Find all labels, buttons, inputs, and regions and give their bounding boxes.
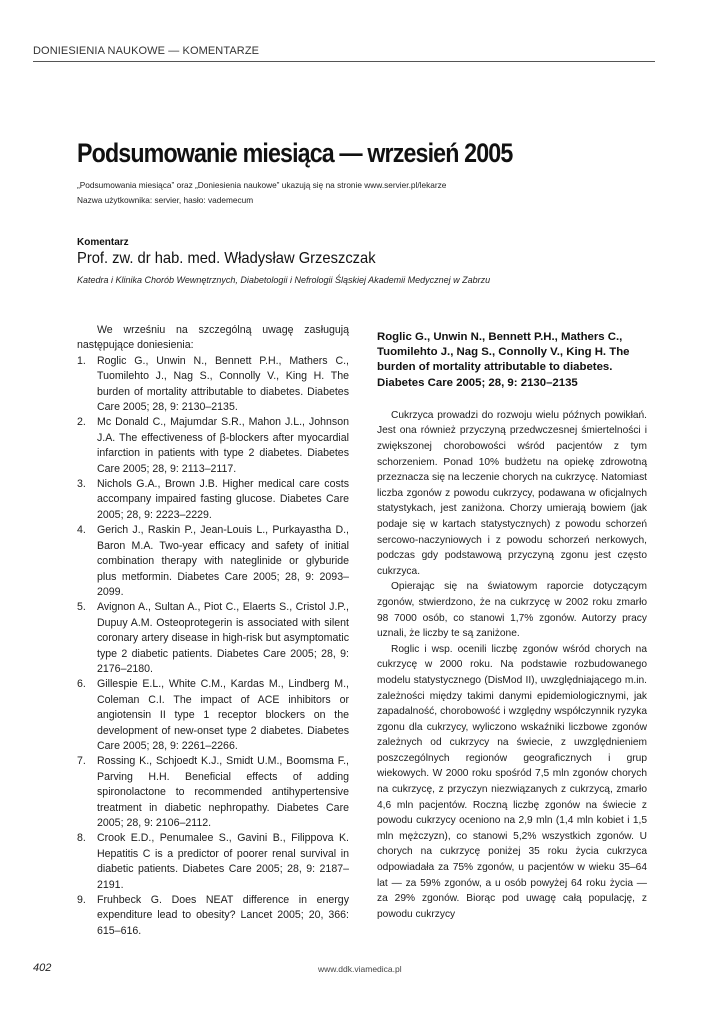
left-column	[77, 323, 349, 939]
login-note: Nazwa użytkownika: servier, hasło: vademecum	[77, 195, 254, 205]
running-head: DONIESIENIA NAUKOWE — KOMENTARZE	[33, 45, 260, 57]
reference-number: 7.	[77, 755, 86, 768]
page-title: Podsumowanie miesiąca — wrzesień 2005	[77, 138, 513, 168]
reference-heading: Roglic G., Unwin N., Bennett P.H., Mathers C., Tuomilehto J., Nag S., Connolly V., King H. The burden of mortality attributable to diabetes. Diabetes Care 2005; 28, 9: 2130–2135	[377, 331, 630, 389]
reference-item	[77, 754, 349, 831]
reference-text: Fruhbeck G. Does NEAT difference in energy expenditure lead to obesity? Lancet 2005; 20, 366: 615–616.	[97, 894, 349, 937]
comment-label: Komentarz	[77, 237, 129, 248]
reference-number: 2.	[77, 416, 86, 429]
reference-item	[77, 477, 349, 523]
reference-text: Gerich J., Raskin P., Jean-Louis L., Purkayastha D., Baron M.A. Two-year efficacy and safety of initial combination therapy with nateglinide or glyburide plus metformin. Diabetes Care 2005; 28, 9: 2093–2099.	[97, 524, 349, 598]
author-affiliation: Katedra i Klinika Chorób Wewnętrznych, Diabetologii i Nefrologii Śląskiej Akademii Medycznej w Zabrzu	[77, 275, 491, 285]
reference-number: 9.	[77, 894, 86, 907]
footer-url: www.ddk.viamedica.pl	[318, 964, 402, 974]
reference-item	[77, 600, 349, 677]
reference-item	[77, 831, 349, 893]
reference-text: Nichols G.A., Brown J.B. Higher medical care costs accompany impaired fasting glucose. Diabetes Care 2005; 28, 9: 2223–2229.	[97, 478, 349, 521]
reference-number: 5.	[77, 601, 86, 614]
reference-text: Mc Donald C., Majumdar S.R., Mahon J.L., Johnson J.A. The effectiveness of β-blockers after myocardial infarction in patients with type 2 diabetes. Diabetes Care 2005; 28, 9: 2113–2117.	[97, 416, 349, 475]
reference-number: 3.	[77, 478, 86, 491]
intro-paragraph: We wrześniu na szczególną uwagę zasługują następujące doniesienia:	[77, 324, 349, 352]
reference-item	[77, 354, 349, 416]
reference-number: 4.	[77, 524, 86, 537]
reference-item	[77, 893, 349, 939]
reference-text: Gillespie E.L., White C.M., Kardas M., Lindberg M., Coleman C.I. The impact of ACE inhibitors or angiotensin II type 1 receptor blockers on the development of new-onset type 2 diabetes. Diabetes Care 2005; 28, 9: 2261–2266.	[97, 678, 349, 752]
reference-number: 6.	[77, 678, 86, 691]
website-note: „Podsumowania miesiąca” oraz „Doniesienia naukowe” ukazują się na stronie www.servier.pl/lekarze	[77, 180, 447, 190]
reference-text: Crook E.D., Penumalee S., Gavini B., Filippova K. Hepatitis C is a predictor of poorer renal survival in diabetic patients. Diabetes Care 2005; 28, 9: 2187–2191.	[97, 832, 349, 891]
reference-text: Rossing K., Schjoedt K.J., Smidt U.M., Boomsma F., Parving H.H. Beneficial effects of adding spironolactone to recommended antihypertensive treatment in diabetic nephropathy. Diabetes Care 2005; 28, 9: 2106–2112.	[97, 755, 349, 829]
body-paragraph: Cukrzyca prowadzi do rozwoju wielu późnych powikłań. Jest ona również przyczyną przedwczesnej śmiertelności i zwiększonej chorobowości wśród pacjentów z tym schorzeniem. Ponad 10% budżetu na opiekę zdrowotną przeznacza się na leczenie chorych na cukrzycę. Natomiast liczba zgonów z powodu cukrzycy, podawana w oficjalnych statystykach, jest zaniżona. Chorzy umierają bowiem (jak podaje się w kartach statystycznych) z powodu schorzeń sercowo-naczyniowych i z powodu schorzeń nerkowych, podczas gdy podstawową przyczyną zgonu jest często cukrzyca.	[377, 409, 647, 577]
comment-author: Prof. zw. dr hab. med. Władysław Grzeszczak	[77, 250, 376, 267]
page-number: 402	[33, 962, 52, 974]
reference-item	[77, 677, 349, 754]
reference-number: 8.	[77, 832, 86, 845]
right-column	[377, 330, 647, 922]
body-paragraph: Roglic i wsp. ocenili liczbę zgonów wśród chorych na cukrzycę w 2000 roku. Na podstawie rozbudowanego modelu statystycznego (DisMod II), uwzględniającego m.in. zależności między takimi danymi epidemiologicznymi, jak zapadalność, chorobowość i względny współczynnik ryzyka zgonu dla cukrzycy, wyliczono wskaźniki liczbowe zgonów zależnych od cukrzycy na świecie, z uwzględnieniem poszczególnych regionów geograficznych i grup wiekowych. W 2000 roku spośród 7,5 mln zgonów chorych na cukrzycę, z przyczyn niezwiązanych z cukrzycą, zmarło 4,6 mln pacjentów. Roczną liczbę zgonów na świecie z powodu cukrzycy oceniono na 2,9 mln (1,4 mln kobiet i 1,5 mln mężczyzn), co stanowi 5,2% wszystkich zgonów. U chorych na cukrzycę poniżej 35 roku życia cukrzyca odpowiadała za 75% zgonów, u pacjentów w wieku 35–64 lat — za 59% zgonów, a u osób powyżej 64 roku życia — za 29% zgonów. Biorąc pod uwagę całą populację, z powodu cukrzycy	[377, 643, 647, 920]
reference-item	[77, 415, 349, 477]
reference-number: 1.	[77, 354, 86, 367]
reference-item	[77, 523, 349, 600]
body-paragraph: Opierając się na światowym raporcie dotyczącym zgonów, stwierdzono, że na cukrzycę w 2002 roku zmarło 98 7000 osób, co stanowi 1,7% zgonów. Autorzy pracy uznali, że liczby te są zaniżone.	[377, 581, 647, 640]
reference-list	[77, 354, 349, 939]
reference-text: Avignon A., Sultan A., Piot C., Elaerts S., Cristol J.P., Dupuy A.M. Osteoprotegerin is associated with silent coronary artery disease in high-risk but asymptomatic type 2 diabetic patients. Diabetes Care 2005; 28, 9: 2176–2180.	[97, 601, 349, 675]
header-rule	[33, 61, 655, 62]
reference-text: Roglic G., Unwin N., Bennett P.H., Mathers C., Tuomilehto J., Nag S., Connolly V., King H. The burden of mortality attributable to diabetes. Diabetes Care 2005; 28, 9: 2130–2135.	[97, 354, 349, 414]
article-body	[377, 408, 647, 923]
